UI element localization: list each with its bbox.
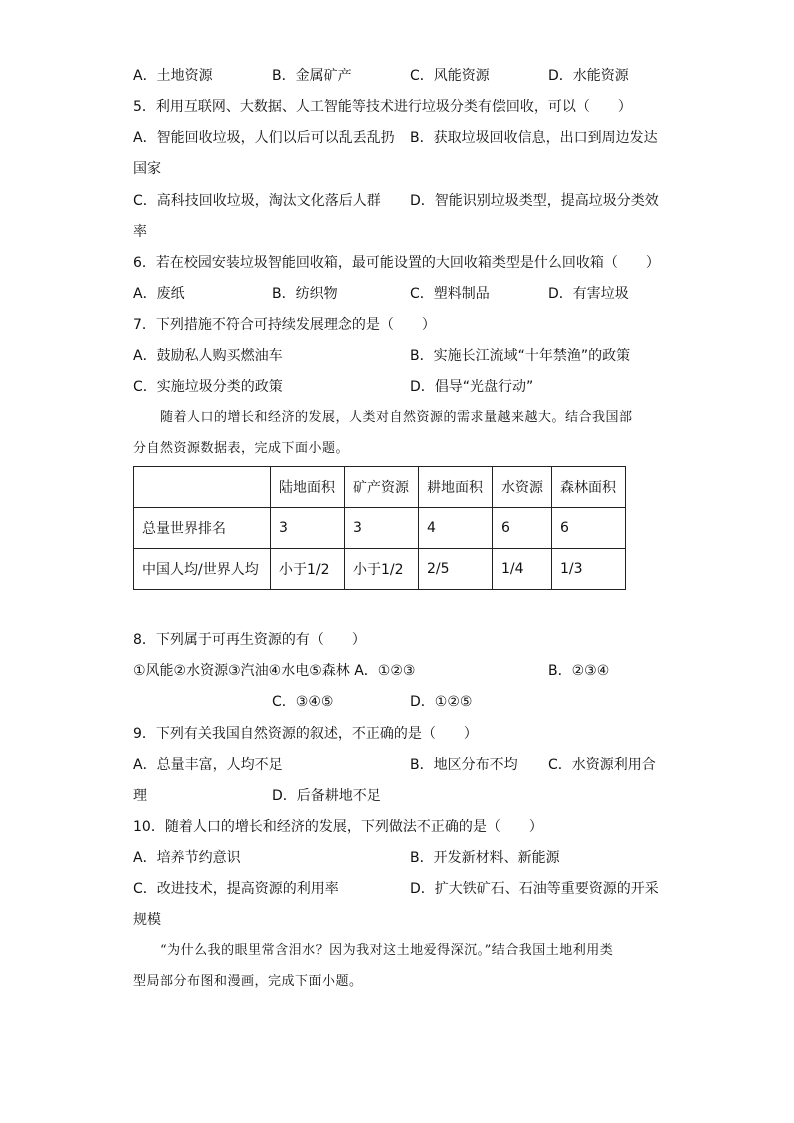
table-row — [134, 508, 626, 549]
q8-items-and-option-a: ①风能②水资源③汽油④水电⑤森林 A．①②③ — [133, 663, 416, 679]
q8-option-c: C．③④⑤ — [272, 694, 334, 710]
table-cell: 1/4 — [493, 549, 552, 590]
q5-option-b: B．获取垃圾回收信息，出口到周边发达 — [410, 130, 658, 146]
q6-option-b: B．纺织物 — [272, 286, 338, 302]
q6-option-d: D．有害垃圾 — [548, 286, 629, 302]
table-cell: 小于1/2 — [345, 549, 419, 590]
q8-stem: 8．下列属于可再生资源的有（ ） — [133, 632, 366, 648]
table-header-cell — [134, 467, 271, 508]
q9-option-d: D．后备耕地不足 — [272, 788, 381, 804]
q5-option-a: A．智能回收垃圾，人们以后可以乱丢乱扔 — [133, 130, 395, 146]
table-cell: 2/5 — [419, 549, 493, 590]
table-cell: 3 — [271, 508, 345, 549]
q9-option-b: B．地区分布不均 — [410, 757, 518, 773]
table-header-row — [134, 467, 626, 508]
q8-option-b: B．②③④ — [548, 663, 610, 679]
resource-data-table — [133, 466, 626, 590]
q7-option-d: D．倡导“光盘行动” — [410, 379, 534, 395]
q4-option-a: A．土地资源 — [133, 68, 213, 84]
q4-option-c: C．风能资源 — [410, 68, 490, 84]
q4-option-b: B．金属矿产 — [272, 68, 352, 84]
q6-stem: 6．若在校园安装垃圾智能回收箱，最可能设置的大回收箱类型是什么回收箱（ ） — [133, 255, 660, 271]
q5-stem: 5．利用互联网、大数据、人工智能等技术进行垃圾分类有偿回收，可以（ ） — [133, 99, 632, 115]
q10-stem: 10．随着人口的增长和经济的发展，下列做法不正确的是（ ） — [133, 819, 543, 835]
q9-option-a: A．总量丰富，人均不足 — [133, 757, 283, 773]
q9-stem: 9．下列有关我国自然资源的叙述，不正确的是（ ） — [133, 726, 478, 742]
table-header-cell: 矿产资源 — [345, 467, 419, 508]
table-cell: 1/3 — [552, 549, 626, 590]
q6-option-a: A．废纸 — [133, 286, 185, 302]
passage-2-line-1: “为什么我的眼里常含泪水？因为我对这土地爱得深沉。”结合我国土地利用类 — [160, 943, 614, 958]
q7-option-b: B．实施长江流域“十年禁渔”的政策 — [410, 348, 631, 364]
q7-option-c: C．实施垃圾分类的政策 — [133, 379, 283, 395]
q9-option-c: C．水资源利用合 — [548, 757, 656, 773]
passage-1-line-1: 随着人口的增长和经济的发展，人类对自然资源的需求量越来越大。结合我国部 — [160, 410, 633, 425]
table-cell: 4 — [419, 508, 493, 549]
q8-option-d: D．①②⑤ — [410, 694, 473, 710]
q4-option-d: D．水能资源 — [548, 68, 629, 84]
q5-option-b-cont: 国家 — [133, 161, 161, 177]
table-cell: 3 — [345, 508, 419, 549]
q9-option-c-cont: 理 — [133, 788, 147, 804]
q5-option-c: C．高科技回收垃圾，淘汰文化落后人群 — [133, 193, 381, 209]
q7-stem: 7．下列措施不符合可持续发展理念的是（ ） — [133, 317, 436, 333]
table-cell: 6 — [552, 508, 626, 549]
q10-option-b: B．开发新材料、新能源 — [410, 850, 560, 866]
q7-option-a: A．鼓励私人购买燃油车 — [133, 348, 283, 364]
q10-option-a: A．培养节约意识 — [133, 850, 241, 866]
table-header-cell: 陆地面积 — [271, 467, 345, 508]
table-cell: 小于1/2 — [271, 549, 345, 590]
table-cell: 总量世界排名 — [134, 508, 271, 549]
q10-option-d: D．扩大铁矿石、石油等重要资源的开采 — [410, 881, 659, 897]
table-header-cell: 森林面积 — [552, 467, 626, 508]
q10-option-d-cont: 规模 — [133, 912, 161, 928]
table-row — [134, 549, 626, 590]
table-header-cell: 耕地面积 — [419, 467, 493, 508]
table-cell: 6 — [493, 508, 552, 549]
table-header-cell: 水资源 — [493, 467, 552, 508]
q10-option-c: C．改进技术，提高资源的利用率 — [133, 881, 339, 897]
table-cell: 中国人均/世界人均 — [134, 549, 271, 590]
q5-option-d: D．智能识别垃圾类型，提高垃圾分类效 — [410, 193, 659, 209]
q5-option-d-cont: 率 — [133, 224, 147, 240]
q6-option-c: C．塑料制品 — [410, 286, 490, 302]
passage-2-line-2: 型局部分布图和漫画，完成下面小题。 — [133, 974, 363, 989]
passage-1-line-2: 分自然资源数据表，完成下面小题。 — [133, 441, 350, 456]
